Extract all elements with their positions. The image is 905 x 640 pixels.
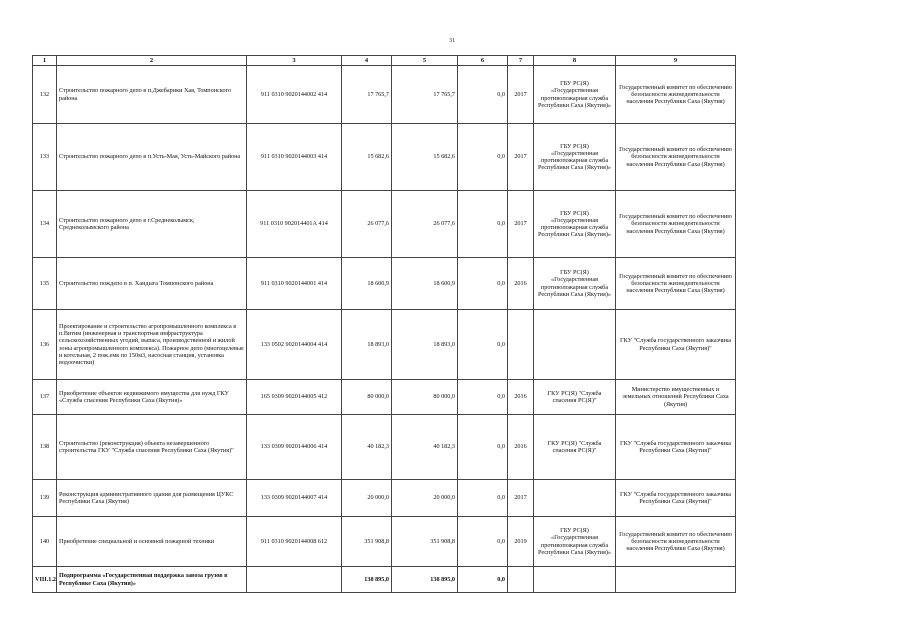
budget-code	[247, 567, 342, 593]
amount-total: 20 000,0	[342, 480, 392, 517]
row-number: 132	[33, 66, 57, 124]
budget-code: 911 0310 9020144001 414	[247, 258, 342, 310]
recipient: Министерство имущественных и земельных отношений Республики Саха (Якутия)	[616, 380, 736, 415]
column-header: 6	[458, 56, 508, 66]
customer: ГБУ РС(Я) «Государственная противопожарная служба Республики Саха (Якутия)»	[534, 258, 616, 310]
customer: ГБУ РС(Я) «Государственная противопожарная служба Республики Саха (Якутия)»	[534, 517, 616, 567]
row-number: 133	[33, 124, 57, 191]
year: 2016	[508, 415, 534, 480]
row-number: 138	[33, 415, 57, 480]
recipient: Государственный комитет по обеспечению безопасности жизнедеятельности населения Республики Саха (Якутия)	[616, 517, 736, 567]
amount-total: 15 682,6	[342, 124, 392, 191]
customer: ГБУ РС(Я) «Государственная противопожарная служба Республики Саха (Якутия)»	[534, 124, 616, 191]
year: 2017	[508, 191, 534, 258]
table-row	[33, 380, 736, 415]
amount-budget: 18 600,9	[392, 258, 458, 310]
subprogram-row	[33, 567, 736, 593]
year: 2017	[508, 124, 534, 191]
recipient	[616, 567, 736, 593]
amount-budget: 26 077,6	[392, 191, 458, 258]
table-row	[33, 480, 736, 517]
object-name: Приобретение специальной и основной пожарной техники	[57, 517, 247, 567]
row-number: 140	[33, 517, 57, 567]
year: 2016	[508, 380, 534, 415]
budget-code: 133 0502 9020144004 414	[247, 310, 342, 380]
customer: ГКУ РС(Я) "Служба спасения РС(Я)"	[534, 380, 616, 415]
amount-budget: 15 682,6	[392, 124, 458, 191]
customer: ГБУ РС(Я) «Государственная противопожарная служба Республики Саха (Якутия)»	[534, 66, 616, 124]
budget-code: 133 0309 9020144006 414	[247, 415, 342, 480]
row-number: 136	[33, 310, 57, 380]
subprogram-name: Подпрограмма «Государственная поддержка завоза грузов в Республике Саха (Якутия)»	[57, 567, 247, 593]
amount-budget: 80 000,0	[392, 380, 458, 415]
column-header: 9	[616, 56, 736, 66]
amount-budget: 40 182,3	[392, 415, 458, 480]
column-header: 2	[57, 56, 247, 66]
column-header: 1	[33, 56, 57, 66]
amount-budget: 138 895,0	[392, 567, 458, 593]
amount-total: 17 765,7	[342, 66, 392, 124]
amount-budget: 351 908,8	[392, 517, 458, 567]
amount-other: 0,0	[458, 191, 508, 258]
amount-other: 0,0	[458, 480, 508, 517]
column-header: 3	[247, 56, 342, 66]
column-header: 7	[508, 56, 534, 66]
customer	[534, 480, 616, 517]
amount-budget: 18 893,0	[392, 310, 458, 380]
amount-other: 0,0	[458, 415, 508, 480]
recipient: ГКУ "Служба государственного заказчика Республики Саха (Якутия)"	[616, 480, 736, 517]
column-header: 8	[534, 56, 616, 66]
row-number: 134	[33, 191, 57, 258]
column-header: 4	[342, 56, 392, 66]
amount-other: 0,0	[458, 258, 508, 310]
budget-code: 911 0310 9020144008 612	[247, 517, 342, 567]
amount-other: 0,0	[458, 380, 508, 415]
row-number: 135	[33, 258, 57, 310]
header-row	[33, 56, 736, 66]
year	[508, 567, 534, 593]
table-row	[33, 66, 736, 124]
year: 2017	[508, 480, 534, 517]
customer: ГБУ РС(Я) «Государственная противопожарная служба Республики Саха (Якутия)»	[534, 191, 616, 258]
year	[508, 310, 534, 380]
object-name: Строительство пожарного депо в п.Усть-Мая, Усть-Майского района	[57, 124, 247, 191]
table-row	[33, 124, 736, 191]
object-name: Приобретение объектов недвижимого имущества для нужд ГКУ «Служба спасения Республики Саха (Якутия)»	[57, 380, 247, 415]
amount-total: 138 895,0	[342, 567, 392, 593]
amount-total: 18 893,0	[342, 310, 392, 380]
table-row	[33, 310, 736, 380]
amount-other: 0,0	[458, 124, 508, 191]
amount-total: 40 182,3	[342, 415, 392, 480]
column-header: 5	[392, 56, 458, 66]
table-row	[33, 258, 736, 310]
budget-code: 133 0309 9020144007 414	[247, 480, 342, 517]
budget-code: 911 0310 9020144003 414	[247, 124, 342, 191]
amount-other: 0,0	[458, 310, 508, 380]
object-name: Строительство пождепо в п. Хандыга Томпонского района	[57, 258, 247, 310]
amount-budget: 20 000,0	[392, 480, 458, 517]
amount-other: 0,0	[458, 567, 508, 593]
recipient: Государственный комитет по обеспечению безопасности жизнедеятельности населения Республики Саха (Якутия)	[616, 191, 736, 258]
row-number: 139	[33, 480, 57, 517]
table-row	[33, 415, 736, 480]
recipient: Государственный комитет по обеспечению безопасности жизнедеятельности населения Республики Саха (Якутия)	[616, 258, 736, 310]
page-number: 31	[449, 38, 455, 44]
customer	[534, 310, 616, 380]
row-number: 137	[33, 380, 57, 415]
recipient: ГКУ "Служба государственного заказчика Республики Саха (Якутия)"	[616, 415, 736, 480]
object-name: Строительство (реконструкция) объекта незавершенного строительства ГКУ "Служба спасения Республики Саха (Якутия)"	[57, 415, 247, 480]
year: 2016	[508, 258, 534, 310]
object-name: Строительство пожарного депо в г.Среднеколымск, Среднеколымского района	[57, 191, 247, 258]
year: 2019	[508, 517, 534, 567]
budget-code: 911 0310 902014401А 414	[247, 191, 342, 258]
table-row	[33, 517, 736, 567]
year: 2017	[508, 66, 534, 124]
amount-total: 18 600,9	[342, 258, 392, 310]
budget-code: 165 0309 9020144005 412	[247, 380, 342, 415]
object-name: Проектирование и строительство агропромышленного комплекса в п.Витим (инженерная и транспортная инфраструктура сельскохозяйственных угодий, выпаса, производственной и жилой зоны агропромышленного комплекса). Пожарное депо (многоцелевые и котельная, 2 пож.емк по 150м3, насосная станция, установка водоочистки)	[57, 310, 247, 380]
amount-total: 80 000,0	[342, 380, 392, 415]
amount-total: 26 077,6	[342, 191, 392, 258]
customer: ГКУ РС(Я) "Служба спасения РС(Я)"	[534, 415, 616, 480]
recipient: ГКУ "Служба государственного заказчика Республики Саха (Якутия)"	[616, 310, 736, 380]
budget-code: 911 0310 9020144002 414	[247, 66, 342, 124]
table-row	[33, 191, 736, 258]
amount-budget: 17 765,7	[392, 66, 458, 124]
amount-total: 351 908,8	[342, 517, 392, 567]
amount-other: 0,0	[458, 517, 508, 567]
amount-other: 0,0	[458, 66, 508, 124]
recipient: Государственный комитет по обеспечению безопасности жизнедеятельности населения Республики Саха (Якутия)	[616, 66, 736, 124]
customer	[534, 567, 616, 593]
recipient: Государственный комитет по обеспечению безопасности жизнедеятельности населения Республики Саха (Якутия)	[616, 124, 736, 191]
object-name: Реконструкция административного здания для размещения ЦУКС Республики Саха (Якутия)	[57, 480, 247, 517]
subprogram-number: VIII.1.2	[33, 567, 57, 593]
object-name: Строительство пожарного депо в п.Джебарики Хая, Томпонского района	[57, 66, 247, 124]
program-table	[32, 55, 736, 593]
